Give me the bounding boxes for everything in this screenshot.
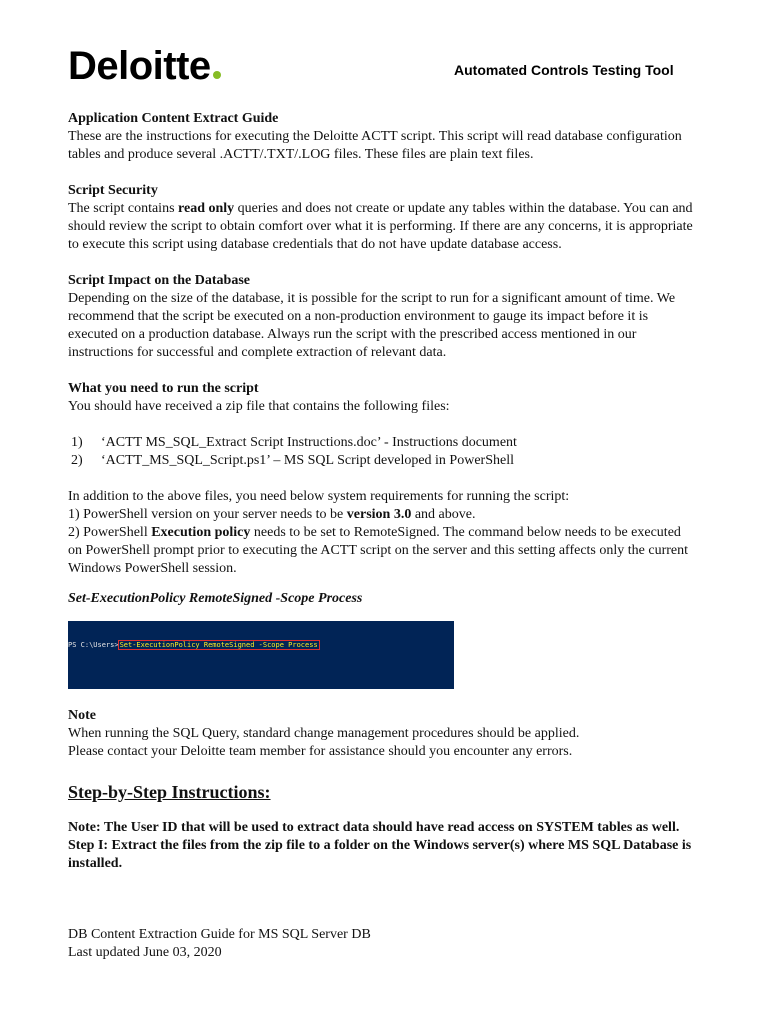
- security-title: Script Security: [68, 183, 158, 198]
- requirements-intro: You should have received a zip file that contains the following files:: [68, 399, 450, 414]
- footer-line-2: Last updated June 03, 2020: [68, 945, 222, 960]
- page-footer: [68, 926, 371, 962]
- system-requirements-intro: In addition to the above files, you need below system requirements for running the script:: [68, 489, 570, 504]
- step-1: Step I: Extract the files from the zip file to a folder on the Windows server(s) where MS SQL Database is installed.: [68, 838, 692, 871]
- command-title: Set-ExecutionPolicy RemoteSigned -Scope Process: [68, 591, 363, 606]
- footer-line-1: DB Content Extraction Guide for MS SQL Server DB: [68, 927, 371, 942]
- requirement-2: 2) PowerShell Execution policy needs to be set to RemoteSigned. The command below needs to be executed on PowerShell prompt prior to executing the ACTT script on the server and this setting affects only the current Windows PowerShell session.: [68, 525, 689, 576]
- logo-green-dot: [213, 71, 221, 79]
- steps-title: Step-by-Step Instructions:: [68, 782, 271, 802]
- note-title: Note: [68, 708, 96, 723]
- guide-body: These are the instructions for executing the Deloitte ACTT script. This script will read database configuration tables and produce several .ACTT/.TXT/.LOG files. These files are plain text files.: [68, 129, 682, 162]
- impact-title: Script Impact on the Database: [68, 273, 250, 288]
- requirements-title: What you need to run the script: [68, 381, 259, 396]
- powershell-screenshot: PS C:\Users>Set-ExecutionPolicy RemoteSigned -Scope Process: [68, 621, 454, 689]
- deloitte-logo: [68, 46, 221, 86]
- tool-title: Automated Controls Testing Tool: [454, 62, 674, 78]
- note-line-2: Please contact your Deloitte team member for assistance should you encounter any errors.: [68, 744, 573, 759]
- file-list-item: 1) ‘ACTT MS_SQL_Extract Script Instructions.doc’ - Instructions document: [71, 435, 517, 450]
- file-list-item: 2) ‘ACTT_MS_SQL_Script.ps1’ – MS SQL Script developed in PowerShell: [71, 453, 514, 468]
- steps-note: Note: The User ID that will be used to extract data should have read access on SYSTEM tables as well.: [68, 820, 680, 835]
- impact-body: Depending on the size of the database, it is possible for the script to run for a significant amount of time. We recommend that the script be executed on a non-production environment to gauge its impact before it is executed on a production database. Always run the script with the prescribed access mentioned in our instructions for successful and complete extraction of relevant data.: [68, 291, 676, 360]
- document-body: [68, 110, 698, 873]
- note-line-1: When running the SQL Query, standard change management procedures should be applied.: [68, 726, 580, 741]
- highlighted-command: Set-ExecutionPolicy RemoteSigned -Scope Process: [119, 641, 318, 649]
- requirement-1: 1) PowerShell version on your server needs to be version 3.0 and above.: [68, 507, 476, 522]
- security-body: The script contains read only queries and does not create or update any tables within the database. You can and should review the script to obtain comfort over what it is performing. If there are any concerns, it is appropriate to execute this script using database credentials that do not have update database access.: [68, 201, 693, 252]
- guide-title: Application Content Extract Guide: [68, 111, 279, 126]
- logo-text: Deloitte: [68, 44, 211, 88]
